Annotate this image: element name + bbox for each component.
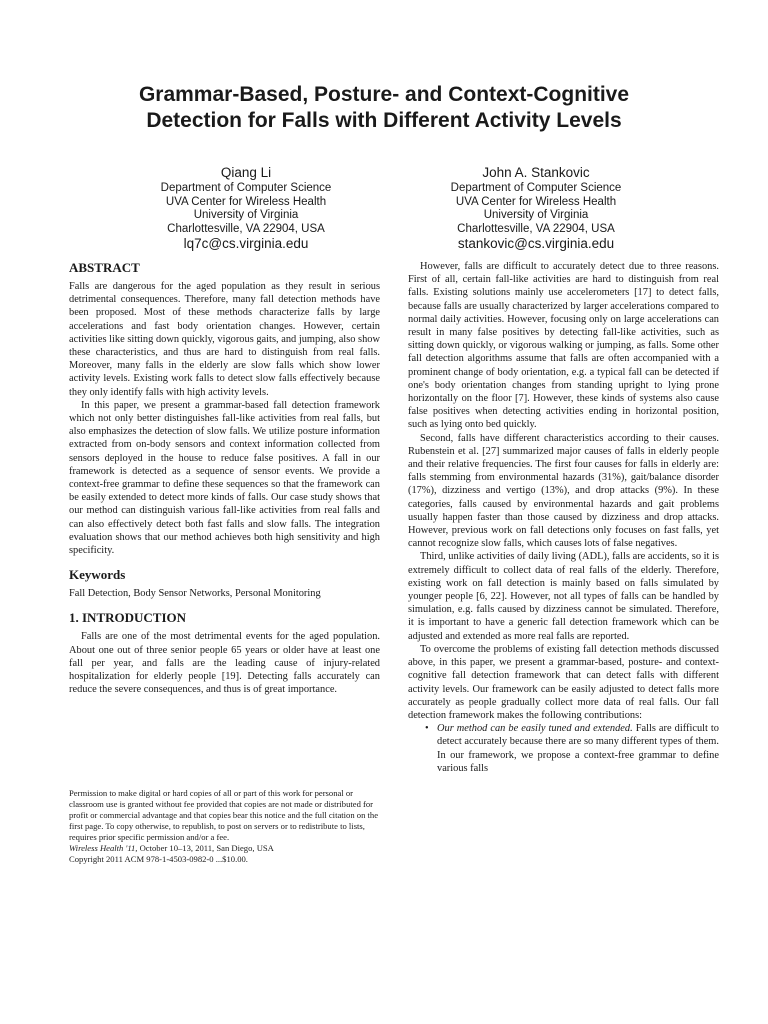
intro-paragraph-2: However, falls are difficult to accurately detect due to three reasons. First of all, certain fall-like activities are hard to distinguish from real falls. Existing solutions mainly use accelerometers [17] to detect falls, because falls are usually characterized by larger accelerations compared to normal daily activities. However, focusing only on large accelerations can result in many false positives by detecting fall-like activities, such as sitting down quickly, or vigorous walking or jumping, as falls. Some other fall detection algorithms assume that falls are often accompanied with a prominent change of body orientation, e.g. a typical fall can be detected if one's body orientation changes from standing upright to lying prone horizontally on the floor [7]. However, these kinds of systems also cause false positives when detecting activities ending in horizontal position, such as lying onto bed quickly. (408, 261, 719, 431)
intro-paragraph-4: Third, unlike activities of daily living (ADL), falls are accidents, so it is extremely difficult to collect data of real falls of the elderly. Therefore, existing work on fall detection is mainly based on falls simulated by younger people [6, 22]. However, not all types of falls can be handled by simulation, e.g. falls caused by dizziness cannot be simulated. Therefore, it is important to have a generic fall detection framework which can be adjusted and extended as more real falls are reported. (408, 551, 719, 642)
intro-paragraph-1: Falls are one of the most detrimental events for the aged population. About one out of three senior people 65 years or older have at least one fall per year, and falls are the leading cause of injury-related hospitalization for elderly people [19]. Detecting falls accurately can reduce the severe consequences, and thus is of great importance. (69, 631, 380, 696)
author-block-2 (386, 164, 686, 251)
venue-name: Wireless Health '11, (69, 843, 138, 853)
right-column (408, 260, 719, 775)
contribution-bullet (408, 722, 719, 775)
bullet-emphasis: Our method can be easily tuned and extended. (437, 723, 633, 735)
venue-details: October 10–13, 2011, San Diego, USA (137, 843, 274, 853)
bullet-text: Falls are difficult to detect accurately because there are so many different types of them. In our framework, we propose a context-free grammar to define various falls (437, 723, 720, 774)
author-name: John A. Stankovic (482, 165, 590, 180)
intro-paragraph-3: Second, falls have different characteristics according to their causes. Rubenstein et al. [27] summarized major causes of falls in elderly people and their relative frequencies. The first four causes for falls in elderly are: falls stemming from environmental hazards (31%), gait/balance disorder (17%), dizziness and vertigo (13%), and drop attacks (9%). In these categories, falls caused by environmental hazards and gait problems usually happen faster than those caused by dizziness and drop attacks. However, previous work on fall detections only focuses on fast falls, yet cannot recognize slow falls, which causes lots of false negatives. (408, 432, 719, 550)
copyright-line: Copyright 2011 ACM 978-1-4503-0982-0 ...$10.00. (69, 854, 248, 864)
author-university: University of Virginia (483, 209, 589, 221)
author-university: University of Virginia (193, 209, 299, 221)
intro-paragraph-5: To overcome the problems of existing fall detection methods discussed above, in this paper, we present a grammar-based, posture- and context-cognitive fall detection framework that can detect falls with different activity levels. Our framework can be easily adjusted to detect falls more accurately as people gradually collect more data of real falls. Our fall detection framework makes the following contributions: (408, 643, 719, 721)
keywords-text: Fall Detection, Body Sensor Networks, Personal Monitoring (69, 588, 321, 600)
abstract-paragraph-2: In this paper, we present a grammar-based fall detection framework which not only better distinguishes fall-like activities from real falls, but also emphasizes the detection of slow falls. We utilize posture information extracted from on-body sensors and context information collected from sensors deployed in the house to reduce false positives. A fall in our framework is detected as a sequence of sensor events. We provide a context-free grammar to define these sequences so that the framework can be easily extended to detect more kinds of falls. Our case study shows that our method can distinguish various fall-like activities from real falls and can also effectively detect both fast falls and slow falls. The integration evaluation shows that our method achieves both high sensitivity and high specificity. (69, 399, 380, 557)
introduction-heading: 1. INTRODUCTION (69, 610, 187, 626)
left-column (69, 260, 380, 696)
title-line-1: Grammar-Based, Posture- and Context-Cognitive (138, 83, 630, 106)
keywords-heading: Keywords (69, 567, 126, 583)
venue-line (69, 843, 380, 854)
author-dept: Department of Computer Science (450, 182, 622, 194)
author-name: Qiang Li (220, 165, 272, 180)
author-email: lq7c@cs.virginia.edu (183, 236, 309, 251)
author-dept: Department of Computer Science (160, 182, 332, 194)
paper-title (40, 82, 728, 134)
abstract-paragraph-1: Falls are dangerous for the aged population as they result in serious detrimental consequences. Therefore, many fall detection methods have been proposed. Most of these methods characterize falls by large accelerations and fast body orientation changes. However, certain activities like sitting down quickly, vigorous gaits, and jumping, also show these characteristics, and thus are hard to distinguish from real falls. Moreover, many falls in the elderly are slow falls which show lower activity levels. Existing work falls to detect slow falls effectively because they only identify falls with high activity levels. (69, 281, 380, 398)
author-block-1 (96, 164, 396, 251)
author-location: Charlottesville, VA 22904, USA (457, 222, 615, 235)
author-email: stankovic@cs.virginia.edu (457, 236, 615, 251)
author-center: UVA Center for Wireless Health (165, 195, 327, 208)
permission-text: Permission to make digital or hard copies of all or part of this work for personal or classroom use is granted without fee provided that copies are not made or distributed for profit or commercial advantage and that copies bear this notice and the full citation on the first page. To copy otherwise, to republish, to post on servers or to redistribute to lists, requires prior specific permission and/or a fee. (69, 788, 379, 842)
abstract-heading: ABSTRACT (69, 260, 140, 275)
author-location: Charlottesville, VA 22904, USA (167, 222, 325, 235)
bullet-icon: • (425, 723, 429, 735)
author-center: UVA Center for Wireless Health (455, 195, 617, 208)
title-line-2: Detection for Falls with Different Activity Levels (146, 109, 622, 132)
permission-notice (69, 788, 380, 865)
